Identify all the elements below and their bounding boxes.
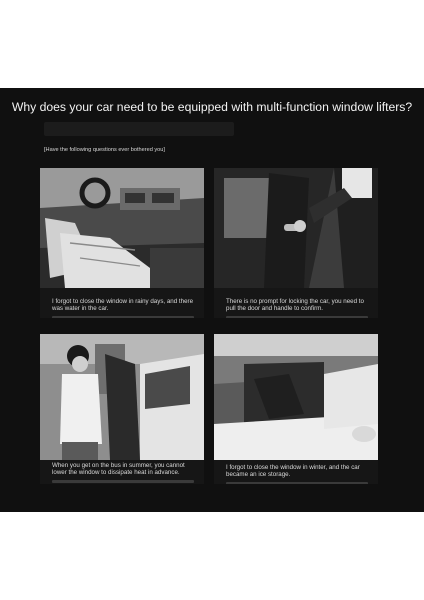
fine-print-line xyxy=(226,316,368,318)
wet-car-interior-photo xyxy=(40,168,204,288)
panel-caption: I forgot to close the window in winter, and the car became an ice storage. xyxy=(226,464,360,478)
problem-panel-summer xyxy=(40,334,204,484)
intro-text: [Have the following questions ever bothered you] xyxy=(44,147,165,153)
fine-print-line xyxy=(52,480,194,483)
panel-caption: There is no prompt for locking the car, you need to pull the door and handle to confirm. xyxy=(226,298,364,312)
snow-in-car-photo xyxy=(214,334,378,460)
page-title: Why does your car need to be equipped with multi-function window lifters? xyxy=(11,100,413,114)
panel-caption: I forgot to close the window in rainy days, and there was water in the car. xyxy=(52,298,194,312)
faint-subtitle-placeholder xyxy=(44,122,234,136)
infographic-banner xyxy=(0,88,424,512)
door-handle-check-photo xyxy=(214,168,378,288)
fine-print-line xyxy=(52,316,194,318)
problem-panel-rainy xyxy=(40,168,204,318)
hot-car-door-photo xyxy=(40,334,204,460)
problem-panel-lock xyxy=(214,168,378,318)
problem-panel-winter xyxy=(214,334,378,484)
panel-caption: When you get on the bus in summer, you cannot lower the window to dissipate heat in advance. xyxy=(52,462,185,476)
fine-print-line xyxy=(226,482,368,484)
